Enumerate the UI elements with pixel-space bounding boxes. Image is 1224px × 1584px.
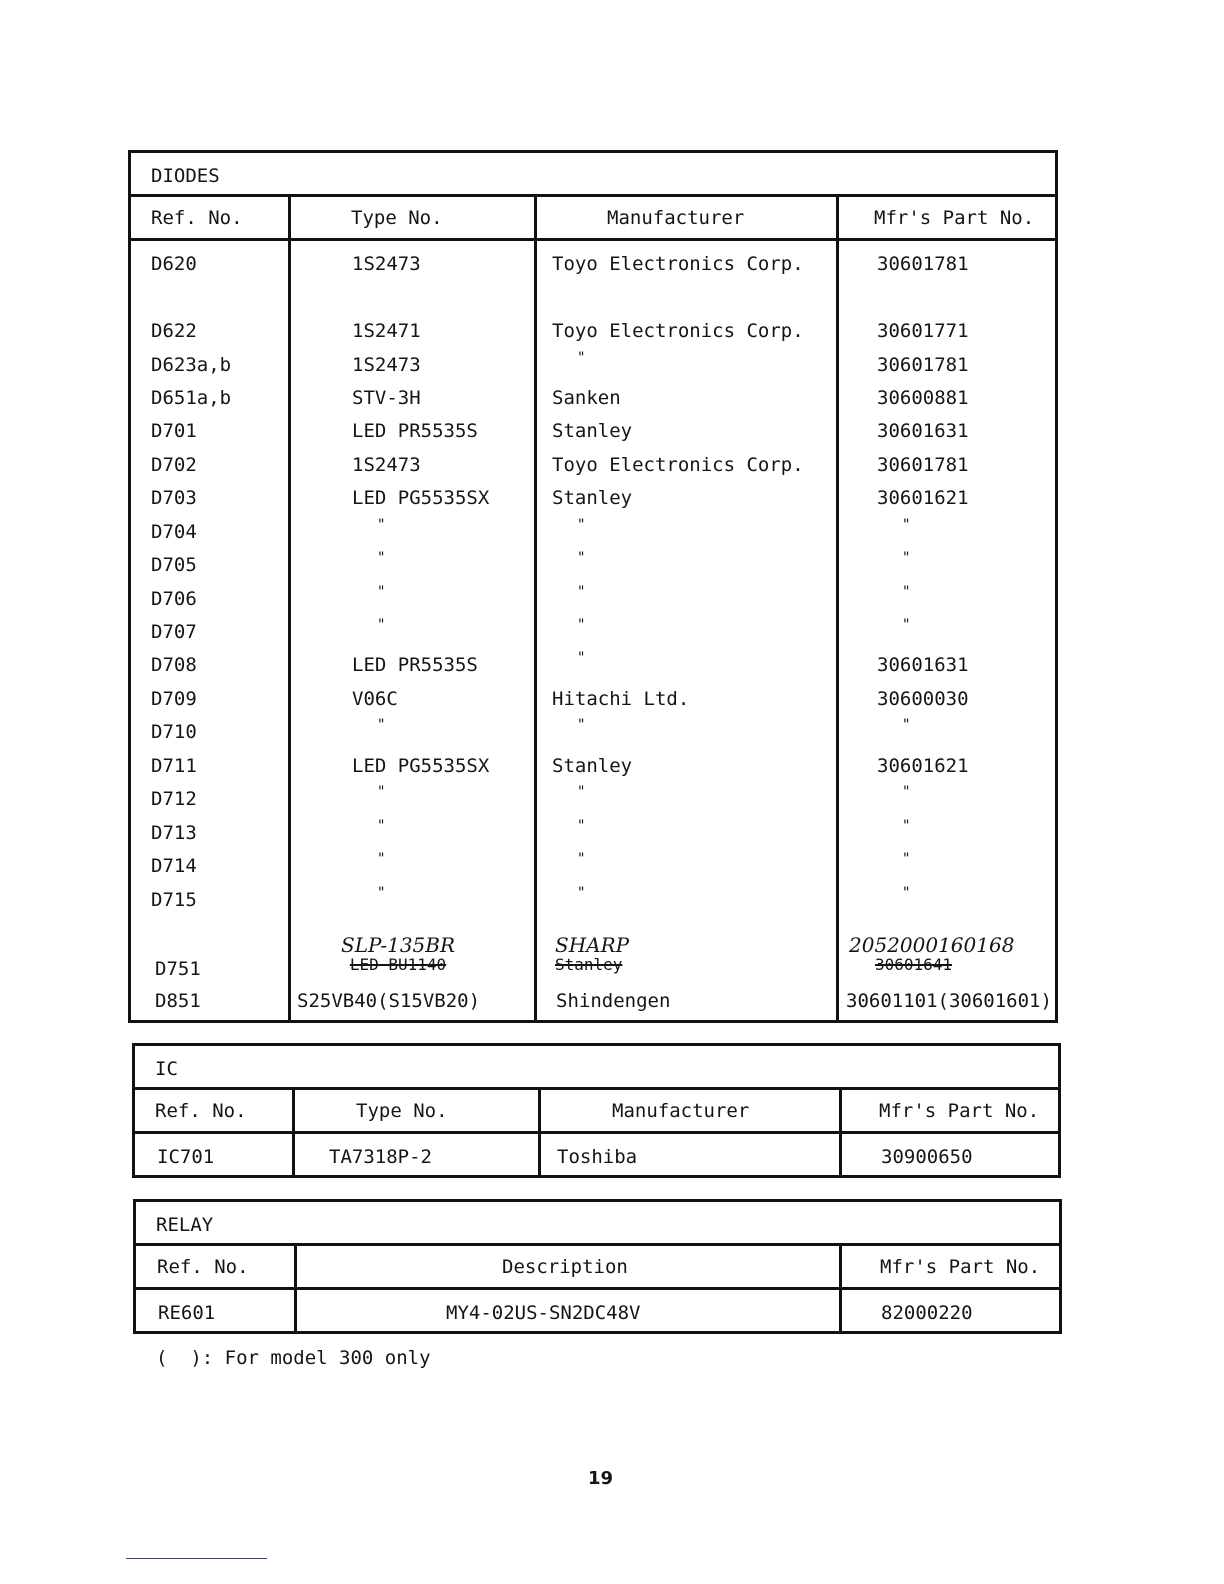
column-divider — [294, 1246, 297, 1331]
table-cell-ref: IC701 — [157, 1146, 215, 1168]
column-divider — [534, 197, 537, 1020]
table-cell-manufacturer: " — [577, 717, 586, 733]
table-cell-part: 30600030 — [877, 688, 969, 710]
header-mfr-part-no: Mfr's Part No. — [880, 1256, 1041, 1278]
table-cell-type: TA7318P-2 — [329, 1146, 432, 1168]
diodes-column-headers — [131, 197, 1055, 241]
header-description: Description — [502, 1256, 628, 1278]
header-ref-no: Ref. No. — [151, 207, 243, 229]
table-cell-part: 30601631 — [877, 420, 969, 442]
handwritten-correction: SLP-135BR — [341, 933, 456, 957]
table-cell-manufacturer: Toyo Electronics Corp. — [552, 253, 804, 275]
ic-column-headers — [135, 1090, 1058, 1134]
relay-title-row — [136, 1202, 1059, 1246]
header-ref-no: Ref. No. — [157, 1256, 249, 1278]
diodes-title: DIODES — [151, 165, 220, 187]
table-cell-part: " — [902, 550, 911, 566]
table-cell-manufacturer: Shindengen — [556, 990, 671, 1012]
page-number: 19 — [588, 1468, 614, 1489]
column-divider — [538, 1090, 541, 1175]
table-cell-part: " — [902, 885, 911, 901]
table-cell-manufacturer: Sanken — [552, 387, 621, 409]
table-cell-type: " — [377, 784, 386, 800]
table-cell-manufacturer: Stanley — [552, 487, 633, 509]
struck-text: Stanley — [555, 955, 623, 974]
table-cell-ref: D851 — [155, 990, 201, 1012]
table-cell-type: LED PR5535S — [352, 654, 478, 676]
header-mfr-part-no: Mfr's Part No. — [874, 207, 1035, 229]
column-divider — [836, 197, 839, 1020]
table-cell-type: STV-3H — [352, 387, 421, 409]
table-cell-part: " — [902, 818, 911, 834]
table-cell-ref: D710 — [151, 721, 197, 743]
table-cell-part — [849, 935, 1014, 975]
table-cell-part: 30601771 — [877, 320, 969, 342]
table-cell-ref: D701 — [151, 420, 197, 442]
relay-table — [133, 1199, 1062, 1334]
table-cell-manufacturer: Toyo Electronics Corp. — [552, 320, 804, 342]
table-cell-type: LED PG5535SX — [352, 755, 490, 777]
table-cell-manufacturer: " — [577, 650, 586, 666]
table-cell-manufacturer: " — [577, 617, 586, 633]
table-cell-type: " — [377, 851, 386, 867]
ic-table — [132, 1043, 1061, 1178]
ic-title: IC — [155, 1058, 178, 1080]
table-cell-type — [341, 935, 455, 975]
table-cell-type: LED PR5535S — [352, 420, 478, 442]
table-cell-ref: D706 — [151, 588, 197, 610]
table-cell-type: 1S2473 — [352, 253, 421, 275]
table-cell-ref: D713 — [151, 822, 197, 844]
table-cell-manufacturer: " — [577, 885, 586, 901]
header-type-no: Type No. — [356, 1100, 448, 1122]
table-cell-part: " — [902, 717, 911, 733]
table-cell-type: 1S2471 — [352, 320, 421, 342]
table-cell-manufacturer: " — [577, 584, 586, 600]
table-cell-manufacturer: Stanley — [552, 755, 633, 777]
header-mfr-part-no: Mfr's Part No. — [879, 1100, 1040, 1122]
table-cell-part: 30900650 — [881, 1146, 973, 1168]
table-cell-ref: D709 — [151, 688, 197, 710]
table-cell-ref: D623a,b — [151, 354, 232, 376]
table-cell-manufacturer: " — [577, 550, 586, 566]
table-cell-type: S25VB40(S15VB20) — [297, 990, 481, 1012]
table-cell-ref: D622 — [151, 320, 197, 342]
header-manufacturer: Manufacturer — [607, 207, 745, 229]
table-cell-ref: D704 — [151, 521, 197, 543]
table-cell-ref: D708 — [151, 654, 197, 676]
relay-column-headers — [136, 1246, 1059, 1290]
table-cell-type: " — [377, 717, 386, 733]
table-cell-manufacturer: " — [577, 517, 586, 533]
footer-rule — [126, 1558, 267, 1559]
table-cell-part: 30600881 — [877, 387, 969, 409]
table-cell-ref: D702 — [151, 454, 197, 476]
table-cell-type: 1S2473 — [352, 354, 421, 376]
table-cell-manufacturer: " — [577, 784, 586, 800]
table-cell-type: " — [377, 517, 386, 533]
table-cell-part: " — [902, 584, 911, 600]
table-cell-ref: D714 — [151, 855, 197, 877]
header-type-no: Type No. — [351, 207, 443, 229]
table-cell-manufacturer: Toyo Electronics Corp. — [552, 454, 804, 476]
table-cell-manufacturer: " — [577, 818, 586, 834]
relay-title: RELAY — [156, 1214, 214, 1236]
table-cell-part: " — [902, 617, 911, 633]
table-cell-manufacturer — [555, 935, 629, 975]
table-cell-type: 1S2473 — [352, 454, 421, 476]
diodes-title-row — [131, 153, 1055, 197]
table-cell-manufacturer: " — [577, 851, 586, 867]
table-cell-ref: D620 — [151, 253, 197, 275]
table-cell-part: 30601631 — [877, 654, 969, 676]
table-cell-type: " — [377, 818, 386, 834]
table-cell-part: " — [902, 851, 911, 867]
struck-text: 30601641 — [875, 955, 953, 974]
table-cell-manufacturer: Stanley — [552, 420, 633, 442]
table-cell-ref: D705 — [151, 554, 197, 576]
table-cell-manufacturer: Hitachi Ltd. — [552, 688, 690, 710]
table-cell-manufacturer: " — [577, 350, 586, 366]
handwritten-correction: 2052000160168 — [849, 933, 1015, 957]
table-cell-ref: D703 — [151, 487, 197, 509]
table-cell-ref: RE601 — [158, 1302, 216, 1324]
column-divider — [839, 1090, 842, 1175]
table-cell-ref: D711 — [151, 755, 197, 777]
table-cell-ref: D707 — [151, 621, 197, 643]
table-cell-part: 82000220 — [881, 1302, 973, 1324]
table-cell-ref: D715 — [151, 889, 197, 911]
table-cell-part: 30601781 — [877, 354, 969, 376]
table-cell-type: " — [377, 885, 386, 901]
struck-text: LED BU1140 — [349, 955, 447, 974]
ic-title-row — [135, 1046, 1058, 1090]
column-divider — [292, 1090, 295, 1175]
table-cell-type: " — [377, 584, 386, 600]
table-cell-part: " — [902, 517, 911, 533]
table-cell-part: 30601621 — [877, 487, 969, 509]
table-cell-ref: D751 — [155, 958, 201, 980]
diodes-table — [128, 150, 1058, 1023]
table-cell-type: LED PG5535SX — [352, 487, 490, 509]
column-divider — [288, 197, 291, 1020]
table-cell-part: 30601621 — [877, 755, 969, 777]
table-cell-ref: D651a,b — [151, 387, 232, 409]
table-cell-type: " — [377, 550, 386, 566]
table-cell-description: MY4-02US-SN2DC48V — [446, 1302, 641, 1324]
column-divider — [839, 1246, 842, 1331]
header-manufacturer: Manufacturer — [612, 1100, 750, 1122]
footnote: ( ): For model 300 only — [156, 1347, 431, 1369]
table-cell-part: " — [902, 784, 911, 800]
table-cell-part: 30601781 — [877, 454, 969, 476]
handwritten-correction: SHARP — [555, 933, 630, 957]
table-cell-part: 30601781 — [877, 253, 969, 275]
table-cell-type: " — [377, 617, 386, 633]
table-cell-type: V06C — [352, 688, 398, 710]
table-cell-manufacturer: Toshiba — [557, 1146, 638, 1168]
table-cell-part: 30601101(30601601) — [846, 990, 1052, 1012]
table-cell-ref: D712 — [151, 788, 197, 810]
header-ref-no: Ref. No. — [155, 1100, 247, 1122]
